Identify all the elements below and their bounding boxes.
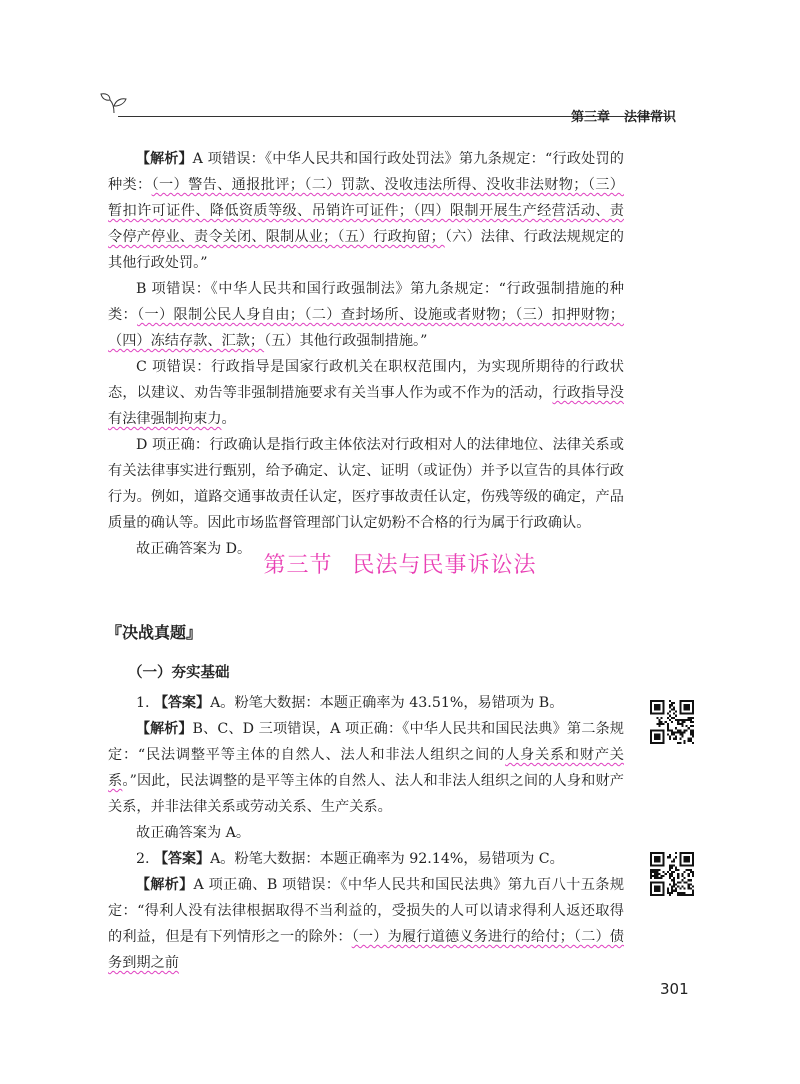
section-name: 民法与民事诉讼法	[352, 553, 537, 578]
running-header	[100, 92, 700, 126]
highlight-text: 人身关系和财产关系	[108, 747, 624, 789]
analysis-paragraph-c: C 项错误：行政指导是国家行政机关在职权范围内，为实现所期待的行政状态，以建议、劝告等非强制措施要求有关当事人作为或不作为的活动，行政指导没有法律强制拘束力。	[108, 359, 624, 427]
answer-label: 【答案】	[154, 695, 211, 711]
analysis-label: 【解析】	[136, 877, 194, 893]
questions-block	[108, 690, 624, 976]
highlight-text: 行政指导没有法律强制拘束力	[108, 385, 624, 427]
chapter-number: 第三章	[571, 110, 611, 125]
analysis-paragraph-d: D 项正确：行政确认是指行政主体依法对行政相对人的法律地位、法律关系或有关法律事实进行甄别，给予确定、认定、证明（或证伪）并予以宣告的具体行政行为。例如，道路交通事故责任认定，医疗事故责任认定，伤残等级的确定，产品质量的确认等。因此市场监督管理部门认定奶粉不合格的行为属于行政确认。	[108, 437, 624, 531]
answer-label: 【答案】	[154, 851, 211, 867]
section-title	[0, 548, 800, 579]
q1-answer: 1. 【答案】A。粉笔大数据：本题正确率为 43.51%，易错项为 B。	[136, 695, 564, 711]
qr-code-icon[interactable]	[650, 700, 694, 744]
analysis-block	[108, 146, 624, 562]
highlight-text: （一）限制公民人身自由；（二）查封场所、设施或者财物；（三）扣押财物；（四）冻结存款、汇款；	[108, 307, 624, 349]
analysis-paragraph-a: 【解析】A 项错误：《中华人民共和国行政处罚法》第九条规定：“行政处罚的种类：（一）警告、通报批评；（二）罚款、没收违法所得、没收非法财物；（三）暂扣许可证件、降低资质等级、吊销许可证件；（四）限制开展生产经营活动、责令停产停业、责令关闭、限制从业；（五）行政拘留；（六）法律、行政法规规定的其他行政处罚。”	[108, 151, 625, 271]
analysis-label: 【解析】	[136, 721, 193, 737]
analysis-paragraph-b: B 项错误：《中华人民共和国行政强制法》第九条规定：“行政强制措施的种类：（一）限制公民人身自由；（二）查封场所、设施或者财物；（三）扣押财物；（四）冻结存款、汇款；（五）其他行政强制措施。”	[108, 281, 624, 349]
chapter-title: 法律常识	[624, 110, 677, 125]
q2-analysis: 【解析】A 项正确、B 项错误：《中华人民共和国民法典》第九百八十五条规定：“得利人没有法律根据取得不当利益的，受损失的人可以请求得利人返还取得的利益，但是有下列情形之一的除外：（一）为履行道德义务进行的给付；（二）债务到期之前	[108, 877, 625, 971]
q2-answer: 2. 【答案】A。粉笔大数据：本题正确率为 92.14%，易错项为 C。	[136, 851, 564, 867]
chapter-label	[571, 106, 676, 125]
page-number: 301	[660, 980, 689, 998]
juezhan-heading: 『决战真题』	[106, 623, 203, 642]
highlight-text: （一）警告、通报批评；（二）罚款、没收违法所得、没收非法财物；（三）暂扣许可证件、降低资质等级、吊销许可证件；（四）限制开展生产经营活动、责令停产停业、责令关闭、限制从业；（五）行政拘留；	[108, 177, 624, 245]
qr-code-icon[interactable]	[650, 852, 694, 896]
q1-analysis: 【解析】B、C、D 三项错误，A 项正确：《中华人民共和国民法典》第二条规定：“民法调整平等主体的自然人、法人和非法人组织之间的人身关系和财产关系。”因此，民法调整的是平等主体的自然人、法人和非法人组织之间的人身和财产关系，并非法律关系或劳动关系、生产关系。	[108, 721, 624, 815]
analysis-label: 【解析】	[136, 151, 193, 167]
section-number: 第三节	[263, 553, 333, 578]
analysis-conclusion: 故正确答案为 D。	[136, 541, 252, 557]
q1-conclusion: 故正确答案为 A。	[136, 825, 251, 841]
sprout-icon	[100, 92, 128, 114]
subsection-heading: （一）夯实基础	[128, 665, 230, 681]
highlight-text: （一）为履行道德义务进行的给付；（二）债务到期之前	[108, 929, 624, 971]
